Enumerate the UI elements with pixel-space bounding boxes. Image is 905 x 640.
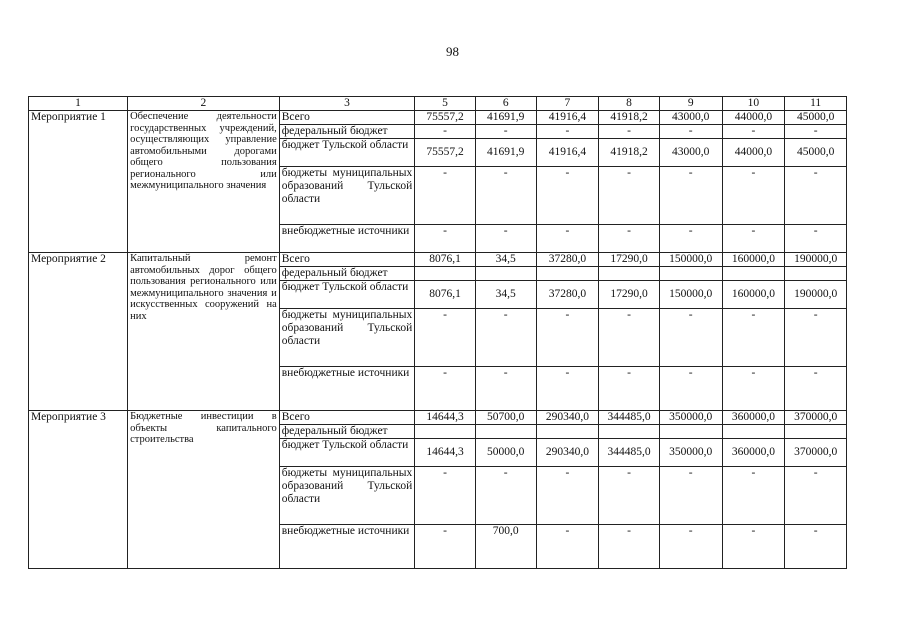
value-cell xyxy=(659,425,722,439)
value-cell: 45000,0 xyxy=(785,139,847,167)
value-cell: - xyxy=(536,125,599,139)
value-cell: 8076,1 xyxy=(415,253,476,267)
column-header: 5 xyxy=(415,97,476,111)
value-cell: - xyxy=(659,225,722,253)
value-cell: - xyxy=(659,525,722,569)
value-cell: - xyxy=(475,167,536,225)
value-cell: - xyxy=(659,125,722,139)
funding-source: бюджет Тульской области xyxy=(279,139,414,167)
budget-table xyxy=(28,96,847,569)
funding-source: федеральный бюджет xyxy=(279,425,414,439)
value-cell: - xyxy=(722,525,785,569)
value-cell: - xyxy=(536,467,599,525)
value-cell: - xyxy=(415,309,476,367)
value-cell xyxy=(599,267,660,281)
value-cell: - xyxy=(415,525,476,569)
value-cell: - xyxy=(415,125,476,139)
value-cell xyxy=(785,425,847,439)
value-cell: - xyxy=(785,167,847,225)
value-cell: 370000,0 xyxy=(785,439,847,467)
value-cell: - xyxy=(599,467,660,525)
value-cell: - xyxy=(785,225,847,253)
column-header: 7 xyxy=(536,97,599,111)
value-cell: - xyxy=(659,309,722,367)
value-cell xyxy=(722,425,785,439)
value-cell: 14644,3 xyxy=(415,411,476,425)
funding-source: федеральный бюджет xyxy=(279,125,414,139)
table-row xyxy=(29,411,847,425)
value-cell xyxy=(415,267,476,281)
value-cell: 160000,0 xyxy=(722,253,785,267)
column-header: 3 xyxy=(279,97,414,111)
column-header: 6 xyxy=(475,97,536,111)
value-cell: - xyxy=(536,309,599,367)
value-cell: 34,5 xyxy=(475,281,536,309)
value-cell: - xyxy=(785,309,847,367)
value-cell: 370000,0 xyxy=(785,411,847,425)
value-cell: 160000,0 xyxy=(722,281,785,309)
value-cell: 17290,0 xyxy=(599,253,660,267)
value-cell: 344485,0 xyxy=(599,411,660,425)
value-cell: - xyxy=(475,125,536,139)
value-cell: - xyxy=(785,525,847,569)
value-cell: 190000,0 xyxy=(785,253,847,267)
funding-source: бюджет Тульской области xyxy=(279,439,414,467)
column-header: 8 xyxy=(599,97,660,111)
measure-label: Мероприятие 1 xyxy=(29,111,128,253)
value-cell: - xyxy=(785,467,847,525)
funding-source: федеральный бюджет xyxy=(279,267,414,281)
value-cell: - xyxy=(599,225,660,253)
column-header: 11 xyxy=(785,97,847,111)
column-header: 10 xyxy=(722,97,785,111)
value-cell: 43000,0 xyxy=(659,111,722,125)
value-cell: 190000,0 xyxy=(785,281,847,309)
value-cell: 44000,0 xyxy=(722,139,785,167)
funding-source: бюджеты муниципальных образований Тульской области xyxy=(279,467,414,525)
funding-source: внебюджетные источники xyxy=(279,225,414,253)
value-cell: - xyxy=(475,367,536,411)
value-cell: 14644,3 xyxy=(415,439,476,467)
value-cell: - xyxy=(599,525,660,569)
value-cell: - xyxy=(599,309,660,367)
value-cell: 150000,0 xyxy=(659,253,722,267)
value-cell: - xyxy=(536,367,599,411)
value-cell: - xyxy=(475,309,536,367)
value-cell: - xyxy=(722,225,785,253)
value-cell: 43000,0 xyxy=(659,139,722,167)
value-cell: - xyxy=(785,125,847,139)
value-cell: - xyxy=(475,225,536,253)
value-cell xyxy=(785,267,847,281)
value-cell: 34,5 xyxy=(475,253,536,267)
funding-source: Всего xyxy=(279,253,414,267)
value-cell: 41918,2 xyxy=(599,111,660,125)
measure-description: Капитальный ремонт автомобильных дорог общего пользования регионального или межмуниципального значения и искусственных сооружений на них xyxy=(128,253,280,411)
column-header: 2 xyxy=(128,97,280,111)
value-cell xyxy=(659,267,722,281)
value-cell xyxy=(536,267,599,281)
value-cell: 700,0 xyxy=(475,525,536,569)
measure-label: Мероприятие 2 xyxy=(29,253,128,411)
value-cell: 41691,9 xyxy=(475,111,536,125)
value-cell: - xyxy=(659,167,722,225)
value-cell xyxy=(475,425,536,439)
value-cell: 37280,0 xyxy=(536,281,599,309)
measure-label: Мероприятие 3 xyxy=(29,411,128,569)
funding-source: Всего xyxy=(279,111,414,125)
value-cell: - xyxy=(722,367,785,411)
page-number: 98 xyxy=(446,44,459,59)
table-row xyxy=(29,111,847,125)
value-cell: - xyxy=(722,125,785,139)
measure-description: Бюджетные инвестиции в объекты капитального строительства xyxy=(128,411,280,569)
value-cell: 360000,0 xyxy=(722,411,785,425)
value-cell: 344485,0 xyxy=(599,439,660,467)
funding-source: бюджет Тульской области xyxy=(279,281,414,309)
value-cell: 41918,2 xyxy=(599,139,660,167)
value-cell: - xyxy=(785,367,847,411)
value-cell: 41916,4 xyxy=(536,139,599,167)
value-cell: - xyxy=(415,367,476,411)
value-cell: 290340,0 xyxy=(536,439,599,467)
value-cell: 290340,0 xyxy=(536,411,599,425)
value-cell: - xyxy=(415,225,476,253)
column-header: 1 xyxy=(29,97,128,111)
column-header: 9 xyxy=(659,97,722,111)
value-cell: - xyxy=(599,167,660,225)
funding-source: бюджеты муниципальных образований Тульской области xyxy=(279,167,414,225)
value-cell: - xyxy=(415,167,476,225)
value-cell: 75557,2 xyxy=(415,111,476,125)
measure-description: Обеспечение деятельности государственных учреждений, осуществляющих управление автомобильными дорогами общего пользования регионального или межмуниципального значения xyxy=(128,111,280,253)
value-cell: - xyxy=(599,367,660,411)
value-cell xyxy=(722,267,785,281)
value-cell: - xyxy=(415,467,476,525)
value-cell: 350000,0 xyxy=(659,411,722,425)
funding-source: внебюджетные источники xyxy=(279,525,414,569)
value-cell: 50000,0 xyxy=(475,439,536,467)
funding-source: Всего xyxy=(279,411,414,425)
value-cell: 50700,0 xyxy=(475,411,536,425)
table-row xyxy=(29,253,847,267)
value-cell: 150000,0 xyxy=(659,281,722,309)
value-cell: - xyxy=(536,167,599,225)
value-cell: - xyxy=(659,467,722,525)
value-cell xyxy=(415,425,476,439)
value-cell: 44000,0 xyxy=(722,111,785,125)
value-cell: - xyxy=(722,309,785,367)
value-cell: - xyxy=(722,167,785,225)
value-cell: 360000,0 xyxy=(722,439,785,467)
value-cell: 8076,1 xyxy=(415,281,476,309)
value-cell: - xyxy=(536,225,599,253)
value-cell: 41916,4 xyxy=(536,111,599,125)
value-cell: - xyxy=(599,125,660,139)
value-cell: 41691,9 xyxy=(475,139,536,167)
header-row xyxy=(29,97,847,111)
value-cell: 45000,0 xyxy=(785,111,847,125)
value-cell xyxy=(536,425,599,439)
value-cell: - xyxy=(659,367,722,411)
value-cell: - xyxy=(475,467,536,525)
value-cell: 75557,2 xyxy=(415,139,476,167)
value-cell: 37280,0 xyxy=(536,253,599,267)
value-cell: 350000,0 xyxy=(659,439,722,467)
value-cell: - xyxy=(722,467,785,525)
value-cell xyxy=(475,267,536,281)
funding-source: внебюджетные источники xyxy=(279,367,414,411)
value-cell: 17290,0 xyxy=(599,281,660,309)
value-cell: - xyxy=(536,525,599,569)
value-cell xyxy=(599,425,660,439)
funding-source: бюджеты муниципальных образований Тульской области xyxy=(279,309,414,367)
